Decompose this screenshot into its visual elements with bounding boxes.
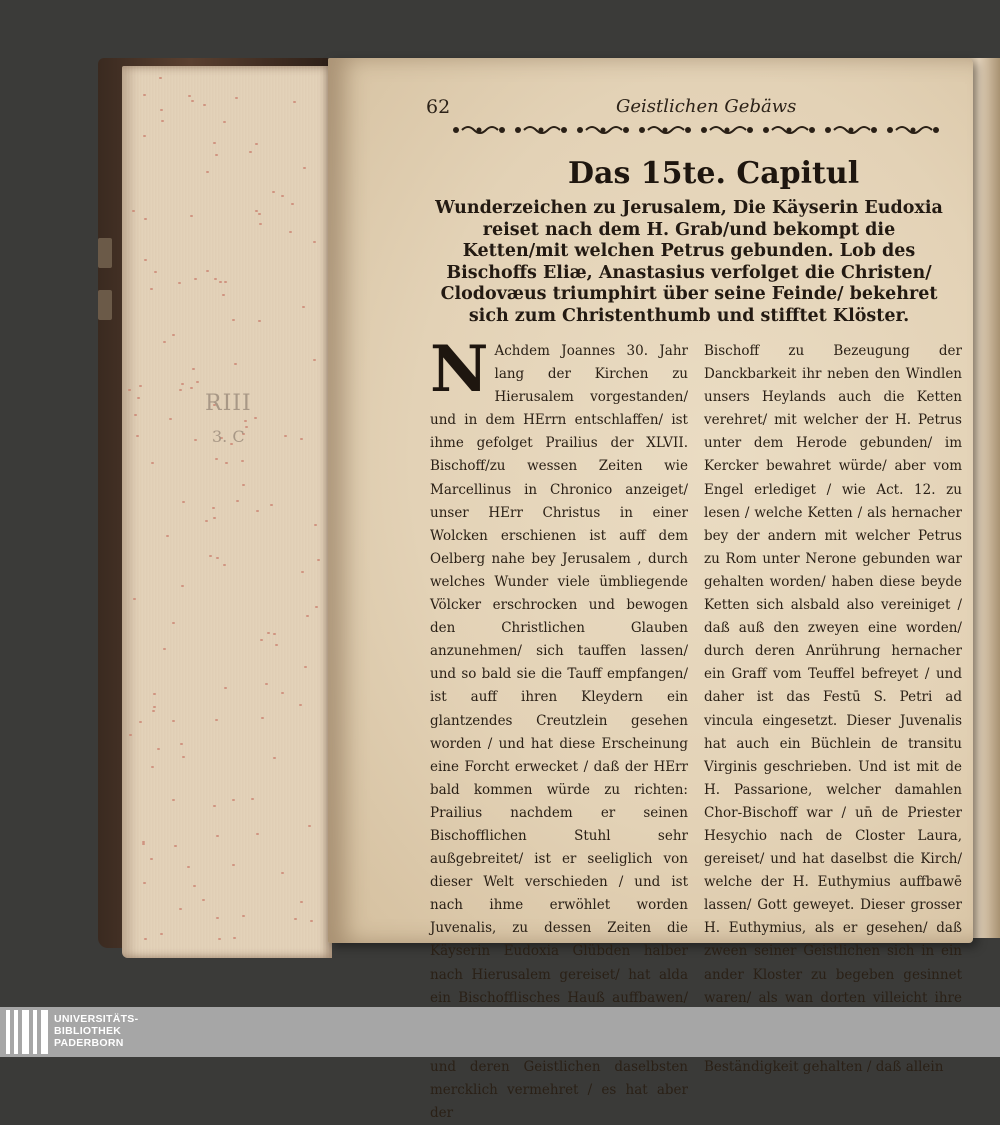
edge-speckle [209,555,212,557]
book-page [328,58,973,1122]
library-name-line2: BIBLIOTHEK [54,1025,122,1037]
edge-speckle [294,918,297,920]
edge-speckle [154,271,157,273]
edge-speckle [152,710,155,712]
edge-speckle [214,278,217,280]
edge-speckle [191,100,194,102]
edge-speckle [284,435,287,437]
edge-speckle [304,666,307,668]
edge-speckle [193,885,196,887]
edge-speckle [163,341,166,343]
edge-speckle [224,281,227,283]
edge-speckle [181,383,184,385]
edge-speckle [157,748,160,750]
edge-speckle [302,306,305,308]
edge-speckle [150,288,153,290]
edge-speckle [299,704,302,706]
edge-speckle [143,94,146,96]
edge-speckle [306,615,309,617]
edge-speckle [150,858,153,860]
edge-speckle [206,171,209,173]
library-name-line3: PADERBORN [54,1037,124,1049]
edge-speckle [234,363,237,365]
edge-speckle [153,706,156,708]
edge-speckle [139,385,142,387]
edge-speckle [315,606,318,608]
edge-speckle [242,915,245,917]
edge-speckle [273,757,276,759]
edge-speckle [178,282,181,284]
edge-speckle [251,798,254,800]
edge-speckle [203,104,206,106]
text-column-right [704,340,962,1079]
edge-speckle [213,142,216,144]
book-clasp-upper [98,238,112,268]
edge-speckle [159,77,162,79]
edge-speckle [291,203,294,205]
edge-speckle [180,743,183,745]
edge-speckle [179,389,182,391]
edge-speckle [308,825,311,827]
edge-speckle [144,218,147,220]
edge-speckle [216,835,219,837]
edge-speckle [142,843,145,845]
edge-speckle [151,462,154,464]
edge-speckle [128,389,131,391]
edge-speckle [281,195,284,197]
edge-speckle [225,462,228,464]
edge-speckle [249,151,252,153]
book-clasp-lower [98,290,112,320]
edge-speckle [206,270,209,272]
edge-speckle [260,639,263,641]
edge-speckle [216,917,219,919]
edge-speckle [166,535,169,537]
edge-speckle [172,720,175,722]
edge-speckle [281,692,284,694]
edge-speckle [132,210,135,212]
edge-speckle [259,223,262,225]
edge-speckle [272,191,275,193]
edge-speckle [281,872,284,874]
edge-speckle [275,644,278,646]
edge-speckle [160,933,163,935]
edge-speckle [232,799,235,801]
edge-speckle [188,95,191,97]
edge-speckle [213,517,216,519]
column-left-text: Achdem Joannes 30. Jahr lang der Kirchen zu Hierusalem vorgestanden/ und in dem HErrn entschlaffen/ ist ihme gefolget Prailius der XLVII. Bischoff/zu wessen Zeiten wie Marcellinus in Chronico anzeiget/ unser HErr Christus in einer Wolcken erschienen ist auff dem Oelberg nahe bey Jerusalem , durch welches Wunder viele ümbliegende Völcker erschrocken und bewogen den Christlichen Glauben anzunehmen/ sich tauffen lassen/ und so bald sie die Tauff empfangen/ ist auff ihren Kleydern ein glantzendes Creutzlein gesehen worden / und hat diese Erscheinung eine Forcht erwecket / daß der HErr bald kommen würde zu richten: Prailius nachdem er seinen Bischofflichen Stuhl sehr außgebreitet/ ist er seeliglich von dieser Welt verschieden / und ist nach ihme erwöhlet worden Juvenalis, zu dessen Zeiten die Käyserin Eudoxia Glübden halber nach Hierusalem gereiset/ hat alda ein Bischofflisches Hauß auffbawen/ und deren Geistlichen daselbsten mercklich vermehret / es hat aber der [430,343,688,1122]
edge-speckle [174,845,177,847]
edge-speckle [179,908,182,910]
ornament-band [448,122,948,138]
edge-speckle [235,97,238,99]
edge-speckle [215,154,218,156]
edge-stamp-line1: RIII [205,391,252,416]
running-head: Geistlichen Gebäws [616,96,797,117]
edge-speckle [314,524,317,526]
edge-speckle [192,368,195,370]
library-name-line1: UNIVERSITÄTS- [54,1013,139,1025]
edge-speckle [129,734,132,736]
edge-speckle [267,632,270,634]
chapter-title: Das 15te. Capitul [568,156,860,191]
edge-speckle [144,259,147,261]
edge-speckle [301,571,304,573]
edge-speckle [160,109,163,111]
edge-speckle [317,559,320,561]
edge-speckle [163,648,166,650]
edge-speckle [190,387,193,389]
edge-speckle [289,231,292,233]
edge-speckle [258,320,261,322]
edge-speckle [137,397,140,399]
edge-speckle [300,438,303,440]
edge-speckle [254,417,257,419]
edge-speckle [245,426,248,428]
page-block-edge [122,66,332,958]
edge-speckle [310,920,313,922]
edge-speckle [293,101,296,103]
edge-speckle [212,507,215,509]
edge-speckle [202,899,205,901]
edge-speckle [303,167,306,169]
edge-speckle [270,504,273,506]
edge-speckle [143,135,146,137]
edge-stamp-line2: 3. C [212,427,245,446]
edge-speckle [190,215,193,217]
edge-speckle [181,585,184,587]
edge-speckle [215,719,218,721]
library-logo-icon [6,1010,48,1054]
page-number: 62 [426,96,451,118]
edge-speckle [223,121,226,123]
edge-speckle [215,458,218,460]
edge-speckle [222,294,225,296]
edge-speckle [144,938,147,940]
edge-speckle [205,520,208,522]
edge-speckle [136,435,139,437]
library-footer [0,1007,1000,1057]
edge-speckle [143,882,146,884]
edge-speckle [256,833,259,835]
edge-speckle [232,864,235,866]
edge-speckle [236,500,239,502]
edge-speckle [255,210,258,212]
edge-speckle [218,938,221,940]
edge-speckle [194,278,197,280]
edge-speckle [273,633,276,635]
edge-speckle [313,241,316,243]
edge-speckle [233,937,236,939]
edge-speckle [300,901,303,903]
edge-speckle [261,717,264,719]
edge-speckle [161,120,164,122]
edge-speckle [153,693,156,695]
edge-speckle [169,418,172,420]
edge-speckle [241,460,244,462]
edge-speckle [172,334,175,336]
edge-speckle [172,622,175,624]
edge-speckle [133,598,136,600]
edge-speckle [134,414,137,416]
chapter-summary: Wunderzeichen zu Jerusalem, Die Käyserin Eudoxia reiset nach dem H. Grab/und bekompt die Ketten/mit welchen Petrus gebunden. Lob des Bischoffs Eliæ, Anastasius verfolget die Christen/ Clodovæus triumphirt über seine Feinde/ bekehret sich zum Christenthumb und stifftet Klöster. [435,198,943,326]
edge-speckle [258,213,261,215]
edge-speckle [219,281,222,283]
edge-speckle [313,359,316,361]
edge-speckle [172,799,175,801]
edge-speckle [213,805,216,807]
edge-speckle [244,420,247,422]
edge-speckle [196,381,199,383]
edge-speckle [242,484,245,486]
edge-speckle [194,439,197,441]
edge-speckle [182,756,185,758]
edge-speckle [216,557,219,559]
edge-speckle [151,766,154,768]
edge-speckle [182,501,185,503]
column-right-text: Bischoff zu Bezeugung der Danckbarkeit ihr neben den Windlen unsers Heylands auch die Ketten verehret/ mit welcher der H. Petrus unter dem Herode gebunden/ im Kercker bewahret würde/ aber vom Engel erlediget / wie Act. 12. zu lesen / welche Ketten / als hernacher bey der andern mit welcher Petrus zu Rom unter Nerone gebunden war gehalten worden/ haben diese beyde Ketten sich alsbald also vereiniget / daß auß den zweyen eine worden/ durch deren Anrührung hernacher ein Graff vom Teuffel befreyet / und daher ist das Festū S. Petri ad vincula eingesetzt. Dieser Juvenalis hat auch ein Büchlein de transitu Virginis geschrieben. Und ist mit de H. Passarione, welcher damahlen Chor-Bischoff war / un̄ de Priester Hesychio nach de Closter Laura, gereiset/ und hat daselbst die Kirch/ welche der H. Euthymius auffbawē lassen/ Gott geweyet. Dieser grosser H. Euthymius, als er gesehen/ daß zween seiner Geistlichen sich in ein ander Kloster zu begeben gesinnet waren/ als wan dorten villeicht ihre Beständigkeit gehalten / daß allein [704,343,962,1075]
edge-speckle [223,564,226,566]
edge-speckle [256,510,259,512]
edge-speckle [265,683,268,685]
edge-speckle [255,143,258,145]
edge-speckle [187,866,190,868]
library-name [54,1013,138,1049]
edge-speckle [224,687,227,689]
edge-speckle [232,319,235,321]
drop-cap: N [430,332,489,407]
edge-speckle [139,721,142,723]
